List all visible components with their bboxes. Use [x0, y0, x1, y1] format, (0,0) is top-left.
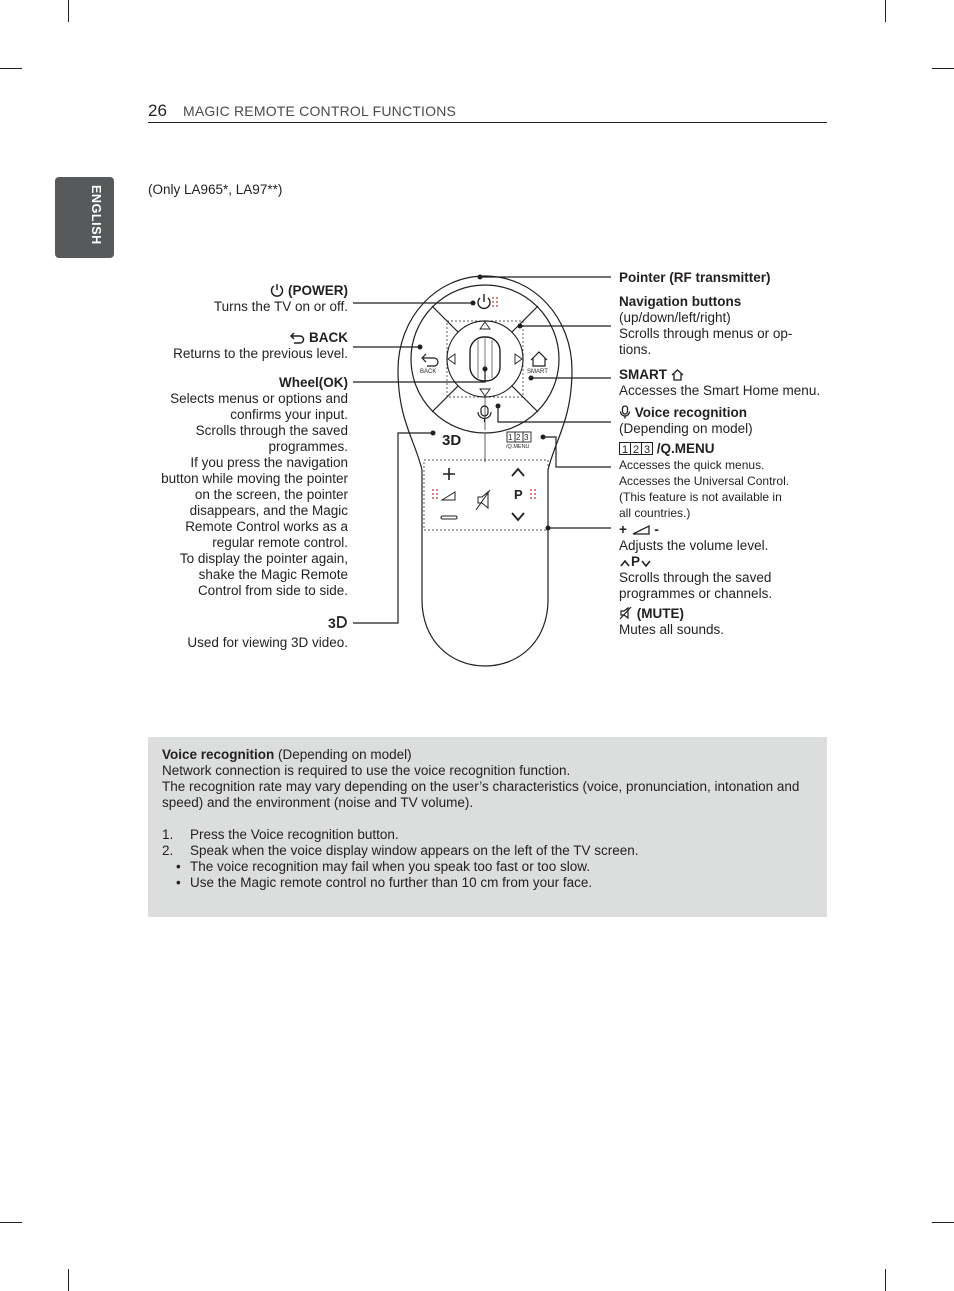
- chevron-down-icon: [640, 558, 652, 568]
- mute-title: (MUTE): [636, 606, 685, 621]
- pointer-title: Pointer (RF transmitter): [619, 270, 771, 285]
- wheel-label: [130, 375, 348, 599]
- wheel-desc-line: regular remote control.: [212, 535, 348, 550]
- wheel-desc-line: on the screen, the pointer: [194, 487, 348, 502]
- qmenu-desc-line: Accesses the Universal Control.: [619, 474, 790, 488]
- remote-3d-label: 3D: [442, 432, 462, 449]
- back-label: [150, 330, 348, 362]
- chevron-up-icon: [619, 558, 631, 568]
- note-bullet: • Use the Magic remote control no further than 10 cm from your face.: [162, 875, 817, 891]
- voice-desc: (Depending on model): [619, 421, 753, 436]
- svg-text:1: 1: [622, 444, 629, 455]
- wheel-desc-line: To display the pointer again,: [179, 551, 348, 566]
- wheel-desc-line: disappears, and the Magic: [189, 503, 348, 518]
- power-label: [150, 283, 348, 315]
- qmenu-desc-line: (This feature is not available in: [619, 490, 782, 504]
- wheel-desc-line: Scrolls through the saved: [195, 423, 348, 438]
- program-desc-line: Scrolls through the saved: [619, 570, 772, 585]
- volume-plus: +: [619, 522, 627, 537]
- note-bullet: • The voice recognition may fail when you speak too fast or too slow.: [162, 859, 817, 875]
- qmenu-desc-line: all countries.): [619, 506, 691, 520]
- note-step: 2. Speak when the voice display window appears on the left of the TV screen.: [162, 843, 639, 858]
- three-d-label: [150, 615, 348, 651]
- model-note: (Only LA965*, LA97**): [148, 182, 283, 197]
- back-title: BACK: [309, 330, 348, 345]
- wheel-desc-line: Remote Control works as a: [185, 519, 348, 534]
- program-desc-line: programmes or channels.: [619, 586, 773, 601]
- crop-mark: [68, 1269, 69, 1291]
- volume-icon: [631, 524, 651, 536]
- back-icon: [289, 331, 305, 344]
- voice-title: Voice recognition: [634, 405, 748, 420]
- home-icon: [671, 369, 684, 381]
- svg-text:3: 3: [524, 433, 529, 442]
- remote-qmenu-label: /Q.MENU: [506, 444, 530, 450]
- navigation-label: [619, 294, 849, 358]
- mute-icon: [619, 606, 633, 620]
- wheel-title: Wheel(OK): [279, 375, 348, 390]
- wheel-desc-line: Control from side to side.: [197, 583, 348, 598]
- note-step: 1. Press the Voice recognition button.: [162, 827, 399, 842]
- wheel-desc-line: Selects menus or options and: [170, 391, 348, 406]
- navigation-title: Navigation buttons: [619, 294, 742, 309]
- note-title: Voice recognition: [162, 747, 275, 762]
- volume-label: [619, 522, 849, 554]
- wheel-desc-line: programmes.: [268, 439, 348, 454]
- 3d-icon: [328, 615, 348, 629]
- power-icon: [270, 283, 284, 297]
- qmenu-label: [619, 441, 849, 521]
- note-bullets: [162, 859, 817, 891]
- pointer-label: [619, 270, 849, 286]
- smart-desc: Accesses the Smart Home menu.: [619, 383, 821, 398]
- remote-p-label: P: [514, 487, 523, 502]
- navigation-desc-line: (up/down/left/right): [619, 310, 731, 325]
- language-tab-label: ENGLISH: [89, 185, 103, 245]
- back-desc: Returns to the previous level.: [173, 346, 348, 361]
- section-title: MAGIC REMOTE CONTROL FUNCTIONS: [183, 103, 457, 119]
- smart-label: [619, 367, 849, 399]
- wheel-desc-line: confirms your input.: [230, 407, 348, 422]
- navigation-desc-line: Scrolls through menus or op-: [619, 326, 793, 341]
- crop-mark: [885, 1269, 886, 1291]
- mute-desc: Mutes all sounds.: [619, 622, 725, 637]
- qmenu-title: /Q.MENU: [656, 441, 715, 456]
- voice-label: [619, 405, 849, 437]
- smart-title: SMART: [619, 367, 667, 382]
- mute-label: [619, 606, 849, 638]
- number-123-icon: [619, 442, 653, 455]
- note-steps: [162, 827, 817, 859]
- svg-text:2: 2: [633, 444, 640, 455]
- crop-mark: [0, 1222, 22, 1223]
- svg-text:1: 1: [508, 433, 513, 442]
- microphone-icon: [619, 405, 631, 419]
- svg-text:2: 2: [516, 433, 521, 442]
- note-title-suffix: (Depending on model): [274, 747, 412, 762]
- svg-text:3: 3: [644, 444, 651, 455]
- note-line: Network connection is required to use the voice recognition function.: [162, 763, 571, 778]
- svg-text:3: 3: [328, 615, 336, 629]
- crop-mark: [932, 1222, 954, 1223]
- three-d-desc: Used for viewing 3D video.: [187, 635, 348, 650]
- wheel-desc-line: If you press the navigation: [190, 455, 348, 470]
- page-number: 26: [148, 101, 167, 120]
- volume-minus: -: [654, 522, 659, 537]
- power-desc: Turns the TV on or off.: [213, 299, 348, 314]
- volume-desc: Adjusts the volume level.: [619, 538, 769, 553]
- wheel-desc-line: button while moving the pointer: [161, 471, 348, 486]
- qmenu-desc-line: Accesses the quick menus.: [619, 458, 765, 472]
- remote-smart-label: SMART: [527, 369, 548, 375]
- program-label: [619, 554, 849, 602]
- wheel-desc-line: shake the Magic Remote: [198, 567, 348, 582]
- program-p: P: [631, 554, 641, 569]
- navigation-desc-line: tions.: [619, 342, 652, 357]
- note-line: The recognition rate may vary depending on the user’s characteristics (voice, pronunciation, intonation and speed) and the environment (noise and TV volume).: [162, 779, 800, 810]
- remote-back-label: BACK: [420, 369, 437, 375]
- power-title: (POWER): [288, 283, 348, 298]
- voice-recognition-note: [148, 737, 827, 917]
